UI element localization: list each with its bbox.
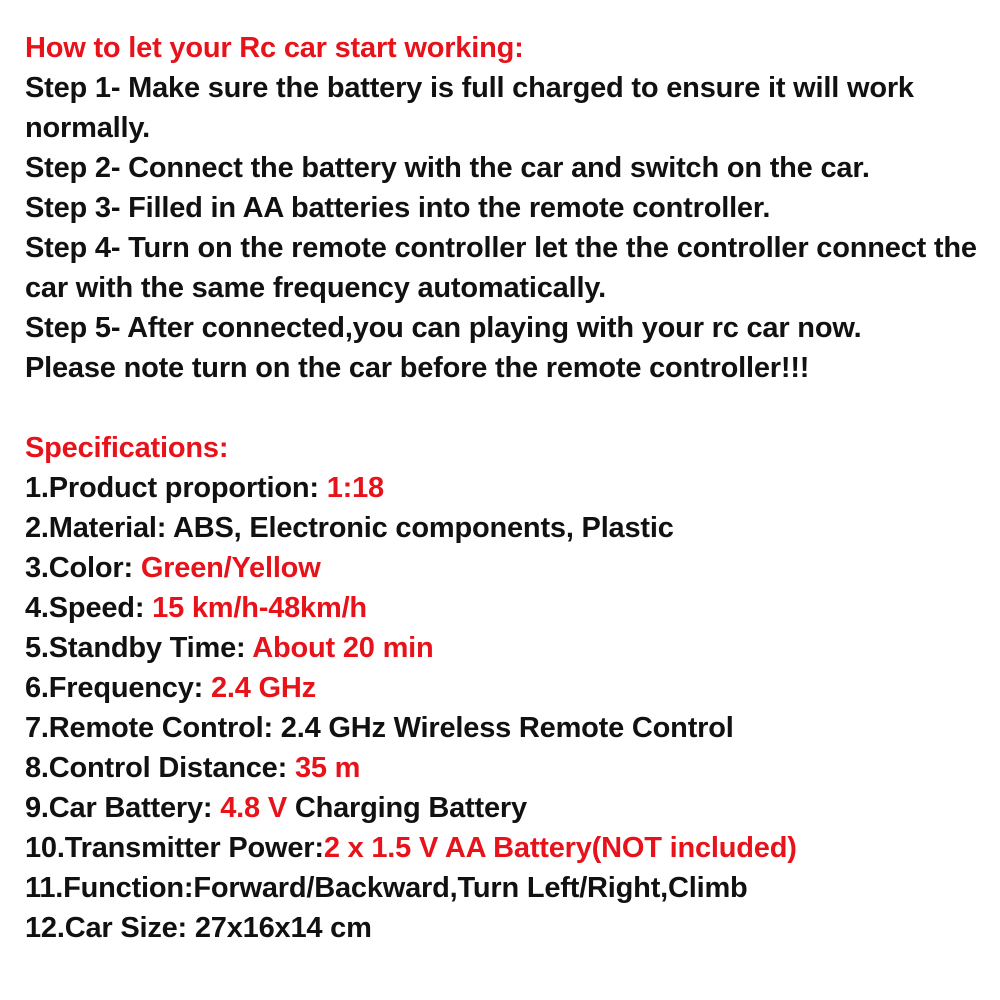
- spec-suffix: Charging Battery: [286, 792, 527, 824]
- spec-value: 15 km/h-48km/h: [152, 592, 367, 624]
- spec-transmitter-power: [25, 828, 985, 868]
- spec-value: About 20 min: [252, 632, 434, 664]
- spec-speed: [25, 588, 985, 628]
- spec-label: 5.Standby Time:: [25, 632, 253, 664]
- spec-material: [25, 508, 985, 548]
- step-3: Step 3- Filled in AA batteries into the remote controller.: [25, 192, 771, 224]
- spec-label: 1.Product proportion:: [25, 472, 327, 504]
- spec-value: 2.4 GHz: [210, 672, 316, 704]
- step-4: Step 4- Turn on the remote controller let the the controller connect the car with the same frequency automatically.: [25, 232, 977, 304]
- spec-label: 4.Speed:: [25, 592, 153, 624]
- spec-value: 35 m: [294, 752, 361, 784]
- specifications-section: [25, 428, 985, 948]
- start-working-section: [25, 28, 985, 388]
- spec-value: 1:18: [326, 472, 384, 504]
- spec-product-proportion: [25, 468, 985, 508]
- spec-label: 6.Frequency:: [25, 672, 211, 704]
- spec-value: 4.8 V: [220, 792, 287, 824]
- spec-standby-time: [25, 628, 985, 668]
- spec-label: 7.Remote Control: 2.4 GHz Wireless Remote Control: [25, 712, 734, 744]
- spec-remote-control: [25, 708, 985, 748]
- product-instructions-document: [25, 28, 985, 948]
- spec-label: 11.Function:Forward/Backward,Turn Left/Right,Climb: [25, 872, 748, 904]
- power-on-note: Please note turn on the car before the remote controller!!!: [25, 352, 810, 384]
- spec-function: [25, 868, 985, 908]
- spec-color: [25, 548, 985, 588]
- step-5: Step 5- After connected,you can playing with your rc car now.: [25, 312, 862, 344]
- start-working-heading: How to let your Rc car start working:: [25, 32, 524, 64]
- spec-control-distance: [25, 748, 985, 788]
- spec-value: Green/Yellow: [140, 552, 321, 584]
- spec-label: 9.Car Battery:: [25, 792, 221, 824]
- section-spacer: [25, 388, 985, 428]
- spec-value: 2 x 1.5 V AA Battery(NOT included): [323, 832, 797, 864]
- specifications-heading: Specifications:: [25, 432, 229, 464]
- spec-frequency: [25, 668, 985, 708]
- spec-label: 3.Color:: [25, 552, 141, 584]
- spec-label: 10.Transmitter Power:: [25, 832, 324, 864]
- spec-label: 2.Material: ABS, Electronic components, Plastic: [25, 512, 674, 544]
- spec-label: 8.Control Distance:: [25, 752, 295, 784]
- step-1: Step 1- Make sure the battery is full charged to ensure it will work normally.: [25, 72, 914, 144]
- step-2: Step 2- Connect the battery with the car and switch on the car.: [25, 152, 870, 184]
- spec-car-battery: [25, 788, 985, 828]
- spec-car-size: [25, 908, 985, 948]
- spec-label: 12.Car Size: 27x16x14 cm: [25, 912, 372, 944]
